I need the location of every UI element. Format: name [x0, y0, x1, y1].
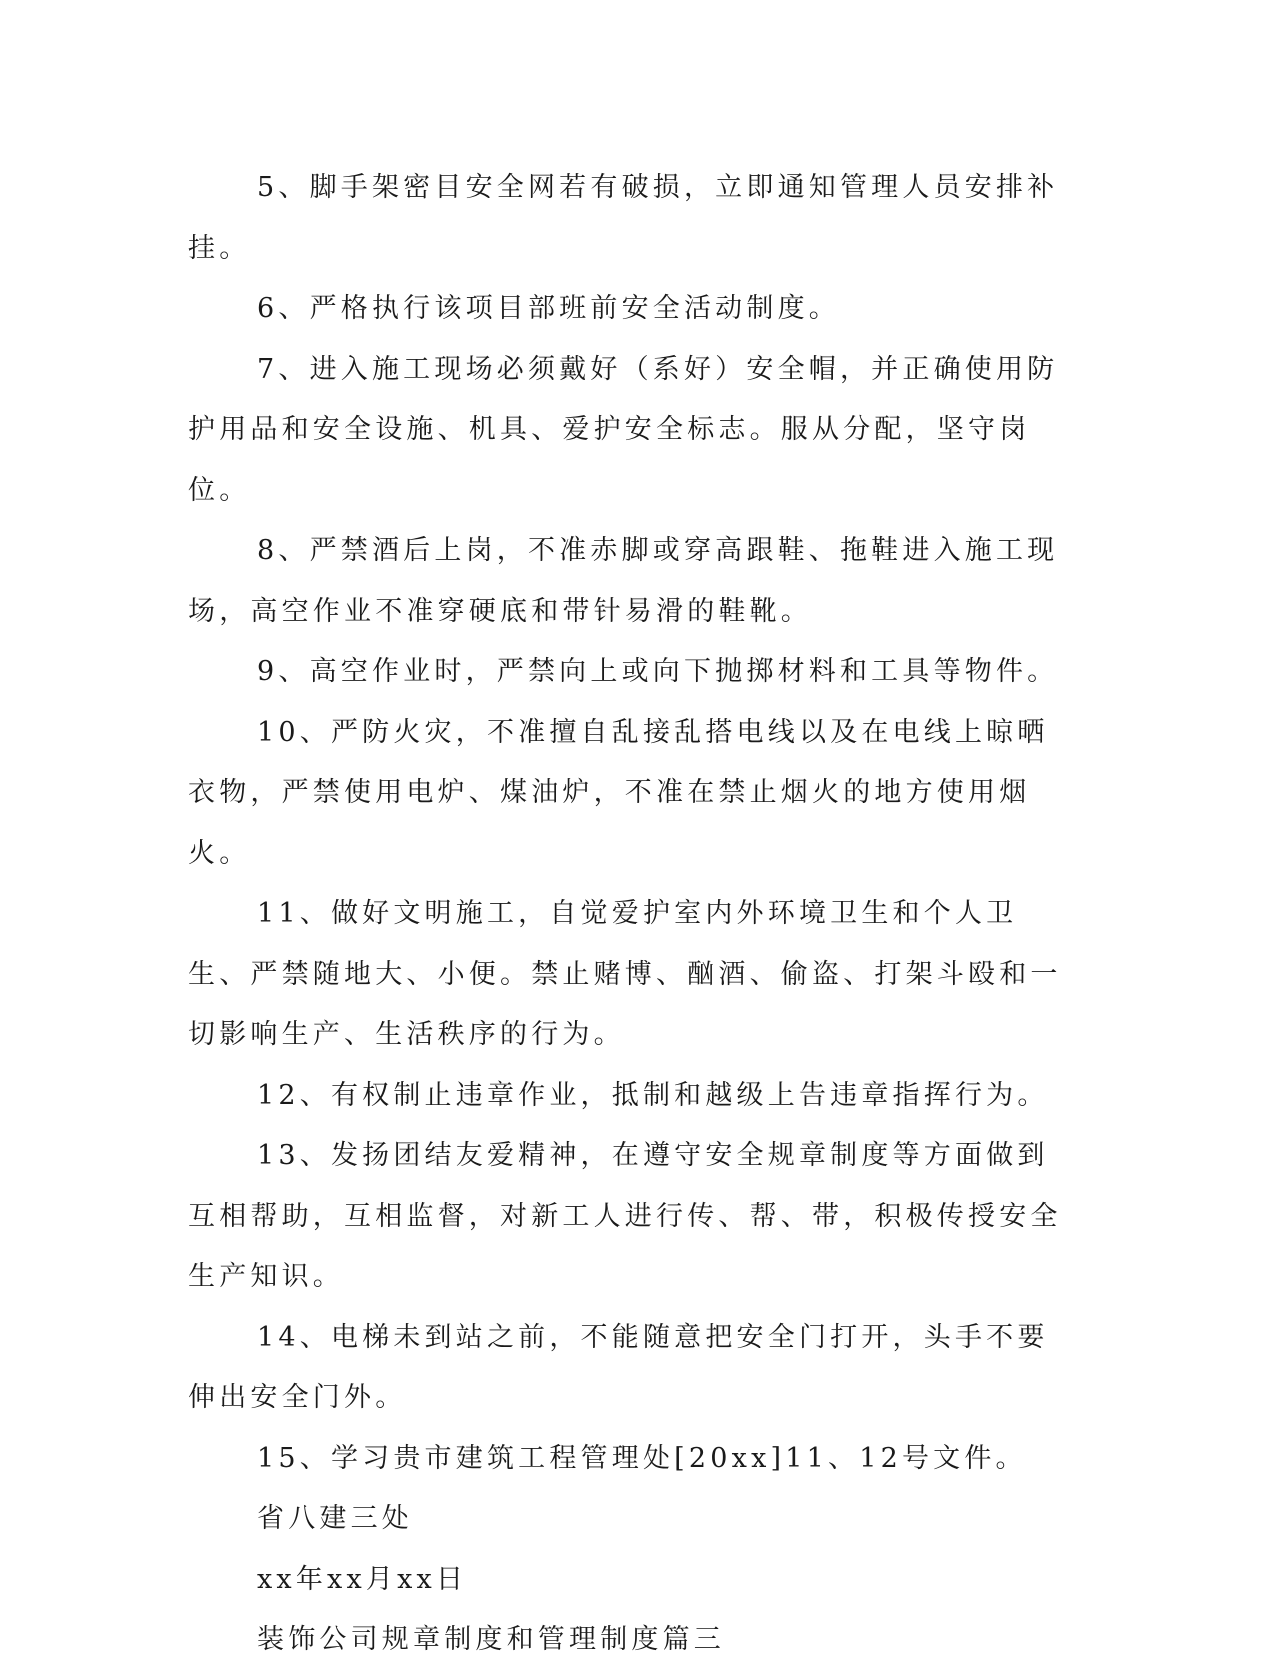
paragraph-item-8: 8、严禁酒后上岗，不准赤脚或穿高跟鞋、拖鞋进入施工现场，高空作业不准穿硬底和带针易滑的鞋靴。: [188, 535, 1059, 627]
paragraph-item-6: 6、严格执行该项目部班前安全活动制度。: [257, 293, 840, 324]
paragraph-item-10: 10、严防火灾，不准擅自乱接乱搭电线以及在电线上晾晒衣物，严禁使用电炉、煤油炉，不准在禁止烟火的地方使用烟火。: [188, 716, 1049, 869]
signature-date: xx年xx月xx日: [257, 1563, 468, 1595]
document-body: [188, 158, 1068, 1671]
paragraph-item-11: 11、做好文明施工，自觉爱护室内外环境卫生和个人卫生、严禁随地大、小便。禁止赌博、酗酒、偷盗、打架斗殴和一切影响生产、生活秩序的行为。: [188, 898, 1062, 1050]
paragraph-item-12: 12、有权制止违章作业，抵制和越级上告违章指挥行为。: [257, 1079, 1049, 1111]
paragraph-item-9: 9、高空作业时，严禁向上或向下抛掷材料和工具等物件。: [257, 656, 1059, 687]
paragraph-item-7: 7、进入施工现场必须戴好（系好）安全帽，并正确使用防护用品和安全设施、机具、爱护安全标志。服从分配，坚守岗位。: [188, 353, 1059, 506]
section-heading: 装饰公司规章制度和管理制度篇三: [257, 1624, 725, 1655]
paragraph-item-15: 15、学习贵市建筑工程管理处[20xx]11、12号文件。: [257, 1442, 1027, 1474]
signature-organization: 省八建三处: [257, 1503, 413, 1534]
paragraph-item-14: 14、电梯未到站之前，不能随意把安全门打开，头手不要伸出安全门外。: [188, 1321, 1049, 1413]
paragraph-item-13: 13、发扬团结友爱精神，在遵守安全规章制度等方面做到互相帮助，互相监督，对新工人进行传、帮、带，积极传授安全生产知识。: [188, 1140, 1062, 1292]
paragraph-item-5: 5、脚手架密目安全网若有破损，立即通知管理人员安排补挂。: [188, 172, 1059, 264]
